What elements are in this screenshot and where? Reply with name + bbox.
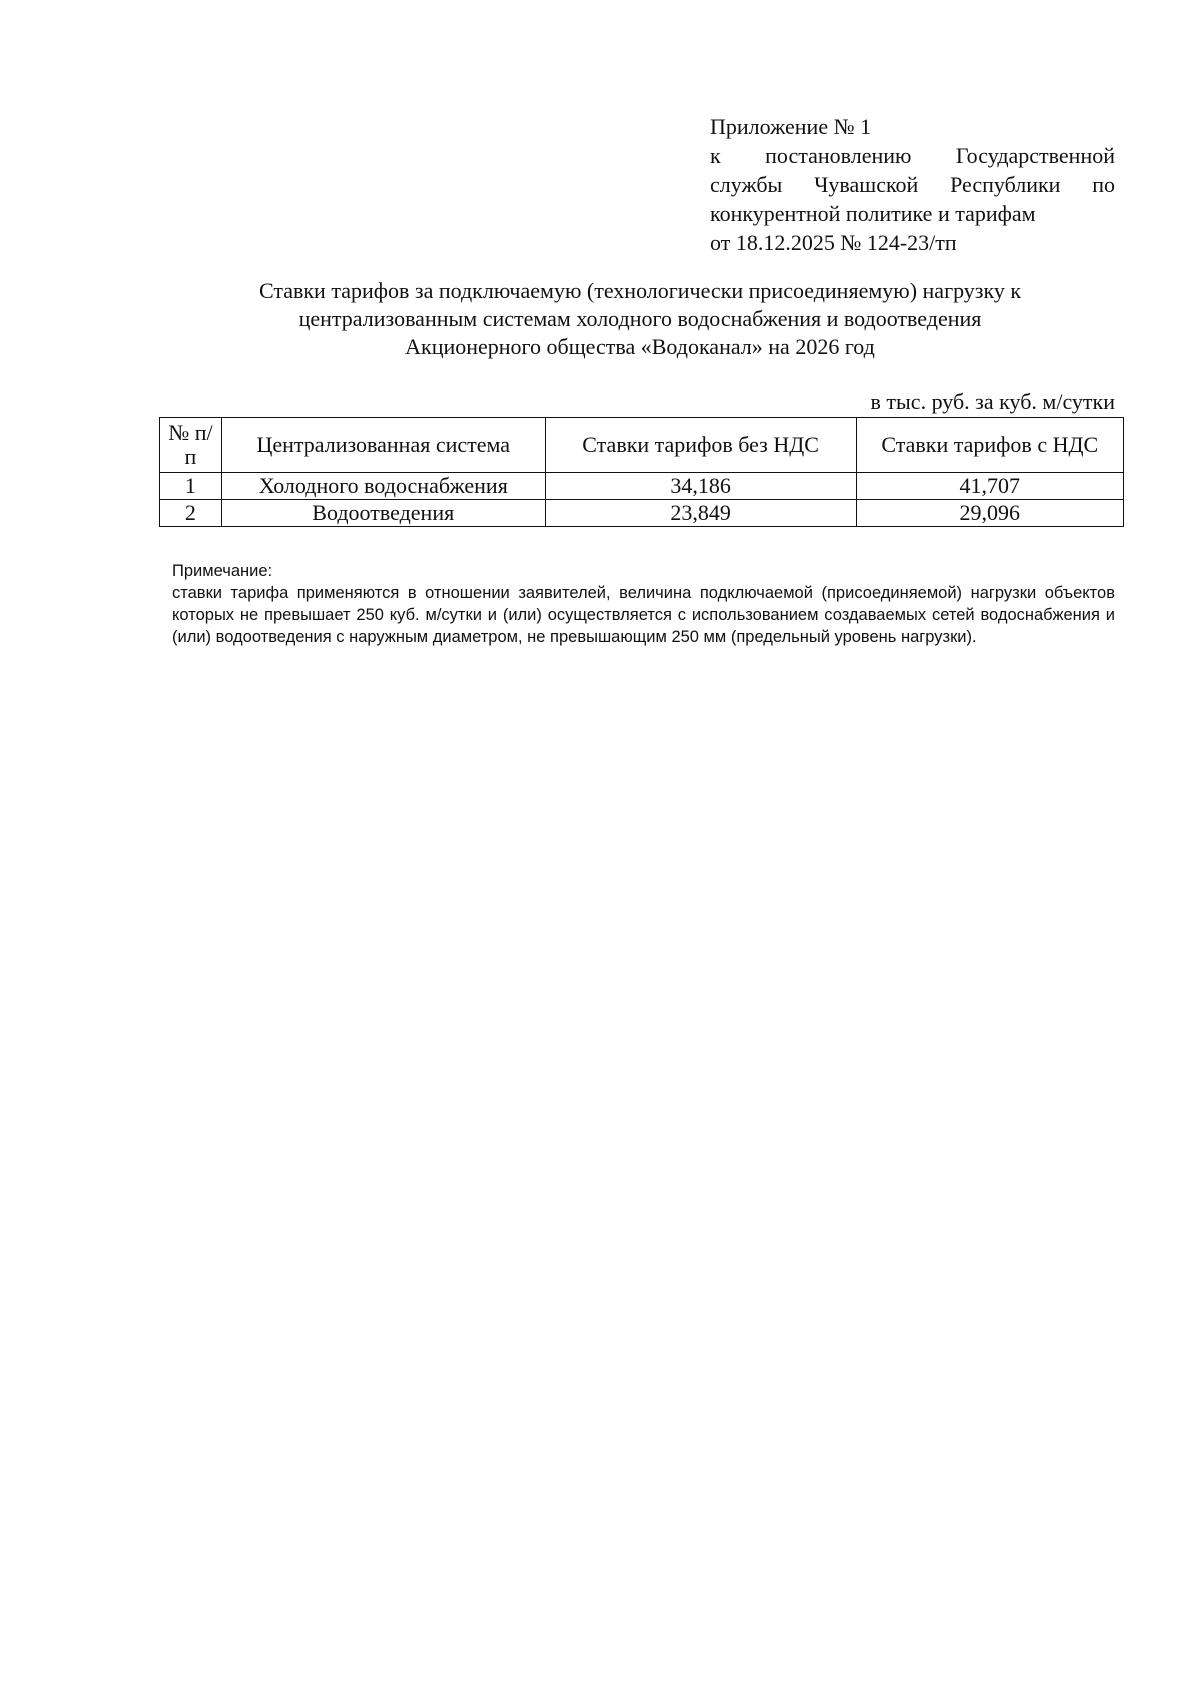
annex-line-service: службы Чувашской Республики по [710, 172, 1115, 197]
table-header-row [160, 418, 1124, 473]
cell-rate-no-vat: 34,186 [545, 473, 856, 500]
title-line-2: централизованным системам холодного водоснабжения и водоотведения [298, 306, 982, 331]
note-block [172, 560, 1115, 648]
table-row [160, 473, 1124, 500]
table-row [160, 500, 1124, 527]
cell-system: Холодного водоснабжения [221, 473, 545, 500]
header-rate-no-vat: Ставки тарифов без НДС [545, 418, 856, 473]
header-num: № п/п [160, 418, 222, 473]
cell-num: 2 [160, 500, 222, 527]
annex-reference [710, 112, 1115, 257]
cell-rate-vat: 29,096 [856, 500, 1123, 527]
cell-rate-no-vat: 23,849 [545, 500, 856, 527]
cell-system: Водоотведения [221, 500, 545, 527]
tariff-table [159, 417, 1124, 527]
annex-number: Приложение № 1 [710, 114, 872, 139]
annex-line-resolution: к постановлению Государственной [710, 143, 1115, 168]
note-label: Примечание: [172, 562, 273, 580]
annex-date-number: от 18.12.2025 № 124-23/тп [710, 230, 957, 255]
cell-rate-vat: 41,707 [856, 473, 1123, 500]
header-rate-vat: Ставки тарифов с НДС [856, 418, 1123, 473]
header-system: Централизованная система [221, 418, 545, 473]
annex-line-policy: конкурентной политике и тарифам [710, 201, 1036, 226]
note-text: ставки тарифа применяются в отношении заявителей, величина подключаемой (присоединяемой) нагрузки объектов которых не превышает 250 куб. м/сутки и (или) осуществляется с использованием создаваемых сетей водоснабжения и (или) водоотведения с наружным диаметром, не превышающим 250 мм (предельный уровень нагрузки). [172, 584, 1115, 646]
units-label: в тыс. руб. за куб. м/сутки [870, 389, 1115, 414]
document-title [150, 277, 1130, 361]
title-line-1: Ставки тарифов за подключаемую (технологически присоединяемую) нагрузку к [258, 278, 1022, 303]
title-line-3: Акционерного общества «Водоканал» на 2026 год [405, 334, 875, 359]
cell-num: 1 [160, 473, 222, 500]
